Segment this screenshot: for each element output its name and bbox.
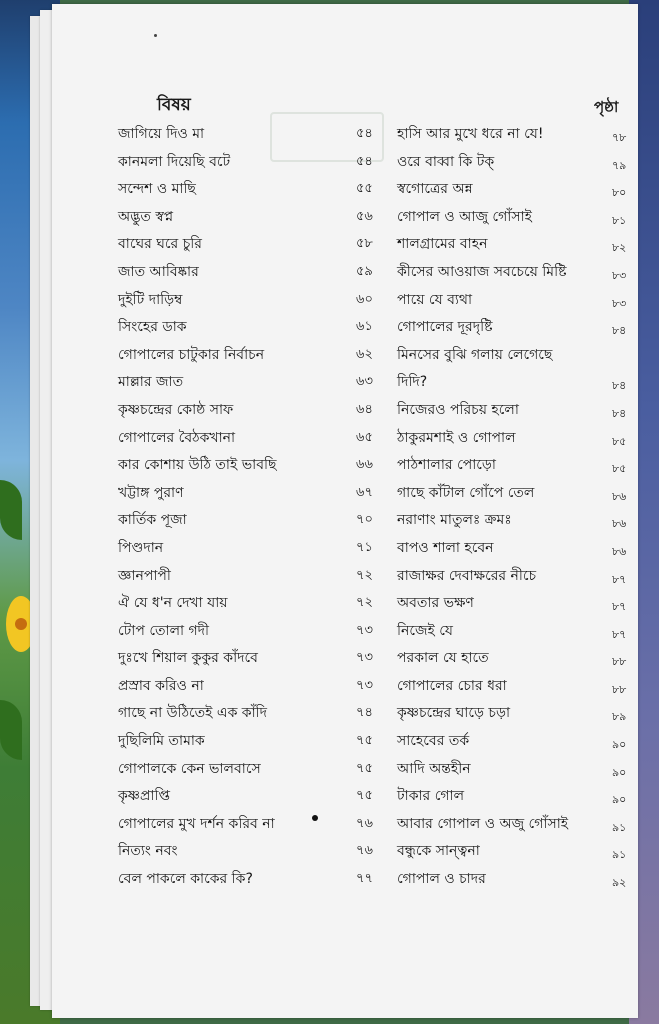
left-page-number: ৭১ xyxy=(356,539,373,555)
contents-row xyxy=(70,782,642,810)
left-title: ঐ যে ধ'ন দেখা যায় xyxy=(118,595,228,612)
left-title: অদ্ভুত স্বপ্ন xyxy=(118,208,174,225)
contents-row xyxy=(70,617,642,645)
right-page-number: ৮৩ xyxy=(612,268,627,282)
right-page-number: ৯১ xyxy=(612,820,627,834)
left-page-number: ৬২ xyxy=(356,346,373,362)
contents-row xyxy=(70,341,642,369)
right-title: টাকার গোল xyxy=(397,788,465,805)
left-page-number: ৬৬ xyxy=(356,457,373,473)
left-title: দুছিলিমি তামাক xyxy=(118,733,205,750)
left-page-number: ৭৫ xyxy=(356,760,373,776)
left-title: জাগিয়ে দিও মা xyxy=(118,126,205,142)
left-title: গোপালকে কেন ভালবাসে xyxy=(118,760,261,777)
left-page-number: ৫৫ xyxy=(356,181,373,197)
left-page-number: ৬৫ xyxy=(356,429,373,445)
right-title: হাসি আর মুখে ধরে না যে! xyxy=(397,126,544,142)
left-title: গোপালের বৈঠকখানা xyxy=(118,429,236,446)
left-page-number: ৭৬ xyxy=(356,815,373,831)
left-title: সিংহের ডাক xyxy=(118,319,187,336)
right-page-number: ৮৬ xyxy=(612,544,627,558)
right-page-number: ৮৪ xyxy=(612,324,627,338)
left-title: মাল্লার জাত xyxy=(118,374,184,391)
right-title: ওরে বাব্বা কি টক্ xyxy=(397,153,495,170)
left-page-number: ৬৩ xyxy=(356,374,373,390)
right-title: নিজেরও পরিচয় হলো xyxy=(397,401,519,418)
left-page-number: ৭৫ xyxy=(356,788,373,804)
right-title: স্বগোত্রের অন্ন xyxy=(397,181,473,198)
contents-row xyxy=(70,479,642,507)
right-page-number: ৮৮ xyxy=(612,682,627,696)
left-page-number: ৭০ xyxy=(356,512,373,528)
right-title: কৃষ্ণচন্দ্রের ঘাড়ে চড়া xyxy=(397,705,510,722)
contents-row xyxy=(70,313,642,341)
left-page-number: ৭৫ xyxy=(356,733,373,749)
left-title: কার্তিক পূজা xyxy=(118,512,187,529)
contents-row xyxy=(70,451,642,479)
left-page-number: ৫৮ xyxy=(356,236,373,252)
contents-row xyxy=(70,562,642,590)
contents-row xyxy=(70,727,642,755)
left-title: নিত্যং নবং xyxy=(118,843,178,860)
right-page-number: ৮৮ xyxy=(612,655,627,669)
contents-row xyxy=(70,837,642,865)
left-title: গোপালের মুখ দর্শন করিব না xyxy=(118,815,275,832)
right-page-number: ৯০ xyxy=(612,738,627,752)
contents-row xyxy=(70,865,642,893)
contents-row xyxy=(70,755,642,783)
contents-row xyxy=(70,368,642,396)
left-page-number: ৫৪ xyxy=(356,153,373,169)
right-title: গোপালের দূরদৃষ্টি xyxy=(397,319,493,336)
left-page-number: ৭৩ xyxy=(356,677,373,693)
contents-row xyxy=(70,230,642,258)
right-page-number: ৭৯ xyxy=(612,158,627,172)
right-title: কীসের আওয়াজ সবচেয়ে মিষ্টি xyxy=(397,263,567,280)
right-title: ঠাকুরমশাই ও গোপাল xyxy=(397,429,516,446)
contents-row xyxy=(70,286,642,314)
left-title: কার কোশায় উঠি তাই ভাবছি xyxy=(118,457,277,474)
right-page-number: ৮৭ xyxy=(612,572,627,586)
contents-row xyxy=(70,699,642,727)
left-page-number: ৫৬ xyxy=(356,208,373,224)
right-page-number: ৮০ xyxy=(612,186,627,200)
page-heading: পৃষ্ঠা xyxy=(594,98,619,116)
right-title: মিনসের বুঝি গলায় লেগেছে xyxy=(397,346,553,363)
right-page-number: ৮৬ xyxy=(612,489,627,503)
right-title: গোপাল ও চাদর xyxy=(397,871,486,888)
left-page-number: ৭৭ xyxy=(356,871,373,887)
right-title: নরাণাং মাতুলঃ ক্রমঃ xyxy=(397,512,512,529)
right-page-number: ৮৬ xyxy=(612,517,627,531)
left-title: টোপ তোলা গদী xyxy=(118,622,210,639)
right-title: বন্ধুকে সান্ত্বনা xyxy=(397,843,480,860)
contents-row xyxy=(70,644,642,672)
left-page-number: ৭৪ xyxy=(356,705,373,721)
ink-dot xyxy=(312,815,318,821)
ink-speck xyxy=(154,34,157,37)
right-page-number: ৮২ xyxy=(612,241,627,255)
contents-row xyxy=(70,203,642,231)
contents-row xyxy=(70,506,642,534)
left-title: বাঘের ঘরে চুরি xyxy=(118,236,202,253)
left-page-number: ৭৩ xyxy=(356,650,373,666)
contents-row xyxy=(70,534,642,562)
right-title: অবতার ভক্ষণ xyxy=(397,595,474,612)
right-page-number: ৮৫ xyxy=(612,462,627,476)
right-title: নিজেই যে xyxy=(397,622,453,639)
right-page-number: ৮৪ xyxy=(612,379,627,393)
left-page-number: ৫৯ xyxy=(356,263,373,279)
contents-row xyxy=(70,589,642,617)
right-title: গোপাল ও আজু গোঁসাই xyxy=(397,208,532,225)
left-title: গাছে না উঠিতেই এক কাঁদি xyxy=(118,705,268,722)
right-page-number: ৮৫ xyxy=(612,434,627,448)
left-page-number: ৭৬ xyxy=(356,843,373,859)
contents-row xyxy=(70,175,642,203)
right-title: পাঠশালার পোড়ো xyxy=(397,457,496,474)
left-page-number: ৬৭ xyxy=(356,484,373,500)
left-title: কানমলা দিয়েছি বটে xyxy=(118,153,231,170)
right-page-number: ৮৯ xyxy=(612,710,627,724)
right-page-number: ৮১ xyxy=(612,213,627,227)
right-title: বাপও শালা হবেন xyxy=(397,539,494,556)
left-title: কৃষ্ণপ্রাপ্তি xyxy=(118,788,170,805)
right-title: দিদি? xyxy=(397,374,428,391)
left-title: প্রস্রাব করিও না xyxy=(118,677,204,694)
left-title: পিণ্ডদান xyxy=(118,539,164,556)
right-title: রাজাক্ষর দেবাক্ষরের নীচে xyxy=(397,567,537,584)
contents-row xyxy=(70,120,642,148)
left-page-number: ৫৪ xyxy=(356,126,373,141)
left-title: কৃষ্ণচন্দ্রের কোষ্ঠ সাফ xyxy=(118,401,234,418)
right-title: পরকাল যে হাতে xyxy=(397,650,489,667)
right-page-number: ৯২ xyxy=(612,876,627,890)
left-title: দুঃখে শিয়াল কুকুর কাঁদবে xyxy=(118,650,258,667)
table-of-contents xyxy=(70,120,642,893)
contents-row xyxy=(70,258,642,286)
right-page-number: ৯০ xyxy=(612,793,627,807)
right-title: পায়ে যে ব্যথা xyxy=(397,291,473,308)
left-title: বেল পাকলে কাকের কি? xyxy=(118,871,253,888)
contents-row xyxy=(70,672,642,700)
left-page-number: ৭২ xyxy=(356,567,373,583)
contents-row xyxy=(70,424,642,452)
left-page-number: ৭২ xyxy=(356,595,373,611)
left-title: জ্ঞানপাপী xyxy=(118,567,171,584)
right-title: আদি অন্তহীন xyxy=(397,760,471,777)
contents-row xyxy=(70,396,642,424)
left-page-number: ৭৩ xyxy=(356,622,373,638)
right-page-number: ৮৭ xyxy=(612,627,627,641)
right-page-number: ৮৪ xyxy=(612,406,627,420)
left-title: খট্টাঙ্গ পুরাণ xyxy=(118,484,184,501)
right-page-number: ৯০ xyxy=(612,765,627,779)
left-title: জাত আবিষ্কার xyxy=(118,263,199,280)
right-title: গোপালের চোর ধরা xyxy=(397,677,507,694)
left-title: গোপালের চাটুকার নির্বাচন xyxy=(118,346,265,363)
left-title: সন্দেশ ও মাছি xyxy=(118,181,196,198)
left-page-number: ৬১ xyxy=(356,319,373,335)
left-title: দুইটি দাড়িম্ব xyxy=(118,291,183,308)
contents-row xyxy=(70,810,642,838)
right-page-number: ৮৭ xyxy=(612,600,627,614)
right-page-number: ৮৩ xyxy=(612,296,627,310)
right-title: শালগ্রামের বাহন xyxy=(397,236,488,253)
right-page-number: ৭৮ xyxy=(612,131,627,144)
left-page-number: ৬০ xyxy=(356,291,373,307)
right-title: সাহেবের তর্ক xyxy=(397,733,470,750)
right-title: আবার গোপাল ও অজু গোঁসাই xyxy=(397,815,569,832)
subject-heading: বিষয় xyxy=(157,95,191,115)
left-page-number: ৬৪ xyxy=(356,401,373,417)
right-page-number: ৯১ xyxy=(612,848,627,862)
contents-row xyxy=(70,148,642,176)
right-title: গাছে কাঁটাল গোঁপে তেল xyxy=(397,484,535,501)
